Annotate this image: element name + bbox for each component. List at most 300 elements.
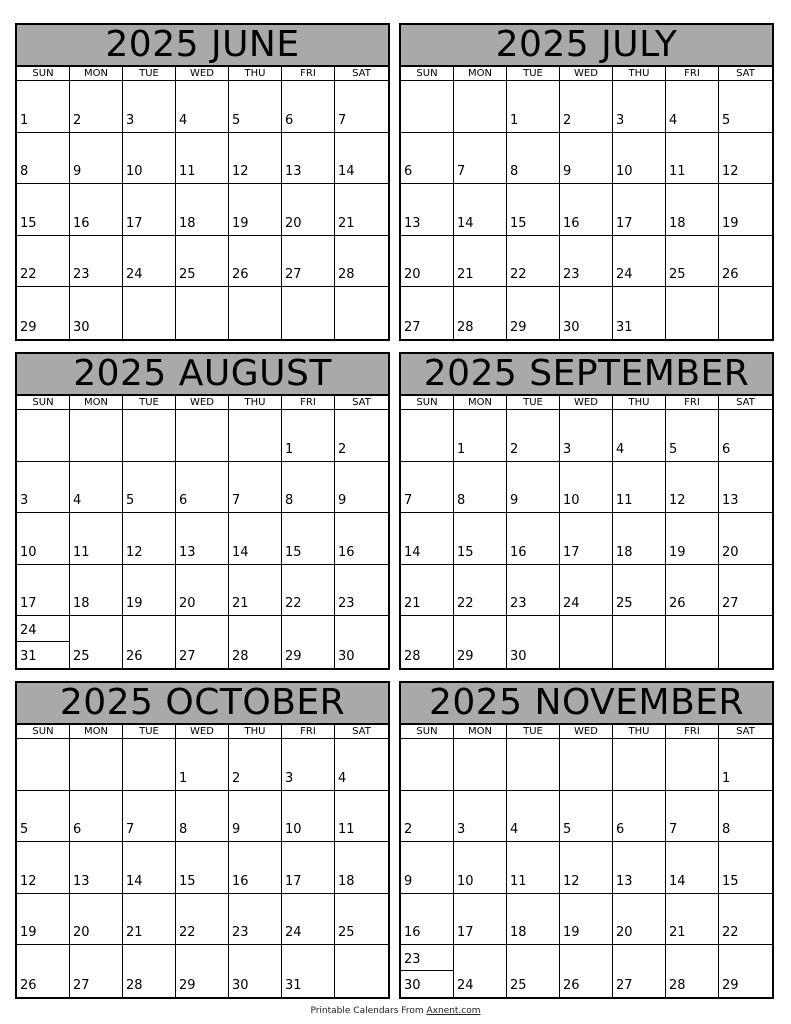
- day-number: 1: [179, 770, 188, 786]
- day-cell: [454, 791, 507, 843]
- day-number: 27: [616, 977, 633, 993]
- day-cell: [507, 81, 560, 133]
- day-cell: [666, 945, 719, 997]
- day-cell: [335, 894, 388, 946]
- day-number: 22: [457, 596, 474, 612]
- day-number: 29: [457, 648, 474, 664]
- day-number: 27: [404, 319, 421, 335]
- day-number: 31: [20, 648, 37, 664]
- day-number: 16: [563, 215, 580, 231]
- day-number: 23: [510, 596, 527, 612]
- weekday-label: MON: [70, 725, 123, 738]
- day-number: 2: [510, 441, 519, 457]
- day-cell: [123, 739, 176, 791]
- weekday-label: TUE: [123, 396, 176, 409]
- weekday-label: FRI: [282, 725, 335, 738]
- day-cell: [282, 236, 335, 288]
- day-cell: [123, 513, 176, 565]
- day-cell: [560, 565, 613, 617]
- day-cell: [123, 791, 176, 843]
- day-cell: [560, 842, 613, 894]
- day-number: 3: [616, 112, 625, 128]
- day-number: 15: [722, 873, 739, 889]
- day-cell: [282, 287, 335, 339]
- weekday-label: THU: [229, 67, 282, 80]
- day-number: 29: [20, 319, 37, 335]
- day-cell: [176, 462, 229, 514]
- day-cell: [17, 616, 70, 668]
- day-cell: [560, 184, 613, 236]
- day-cell: [17, 287, 70, 339]
- day-number: 14: [404, 544, 421, 560]
- day-cell: [123, 565, 176, 617]
- day-cell: [282, 894, 335, 946]
- day-cell: [229, 616, 282, 668]
- day-cell: [176, 410, 229, 462]
- day-number: 23: [73, 267, 90, 283]
- day-number: 15: [510, 215, 527, 231]
- day-number: 8: [179, 822, 188, 838]
- day-cell: [454, 565, 507, 617]
- day-cell: [666, 842, 719, 894]
- day-cell: [70, 184, 123, 236]
- day-number: 22: [510, 267, 527, 283]
- day-number: 12: [563, 873, 580, 889]
- month-title: 2025 SEPTEMBER: [401, 354, 772, 396]
- day-cell: [507, 236, 560, 288]
- day-number: 7: [457, 164, 466, 180]
- day-grid: [17, 81, 388, 339]
- day-number: 4: [338, 770, 347, 786]
- day-number: 23: [338, 596, 355, 612]
- day-cell: [666, 739, 719, 791]
- day-cell: [507, 184, 560, 236]
- day-cell: [560, 410, 613, 462]
- day-cell: [70, 945, 123, 997]
- day-grid: [401, 410, 772, 668]
- day-cell: [282, 133, 335, 185]
- day-number: 4: [616, 441, 625, 457]
- day-cell: [176, 894, 229, 946]
- day-cell: [176, 287, 229, 339]
- day-number: 30: [563, 319, 580, 335]
- day-cell: [123, 894, 176, 946]
- day-number: 13: [73, 873, 90, 889]
- day-cell: [176, 513, 229, 565]
- day-cell: [70, 410, 123, 462]
- day-cell: [123, 81, 176, 133]
- day-number: 5: [232, 112, 241, 128]
- month-calendar: [15, 23, 390, 341]
- day-number: 18: [179, 215, 196, 231]
- day-cell: [719, 81, 772, 133]
- day-number: 28: [404, 648, 421, 664]
- day-cell: [507, 842, 560, 894]
- day-cell: [229, 410, 282, 462]
- day-cell: [401, 133, 454, 185]
- day-cell: [401, 184, 454, 236]
- day-cell: [70, 133, 123, 185]
- day-number: 10: [563, 493, 580, 509]
- day-number: 11: [616, 493, 633, 509]
- day-number: 13: [616, 873, 633, 889]
- day-number: 19: [669, 544, 686, 560]
- day-cell: [70, 287, 123, 339]
- day-cell: [401, 236, 454, 288]
- day-cell: [335, 739, 388, 791]
- day-number: 29: [510, 319, 527, 335]
- day-number: 11: [669, 164, 686, 180]
- weekday-header: [401, 396, 772, 410]
- day-cell: [335, 842, 388, 894]
- day-number: 7: [126, 822, 135, 838]
- day-cell: [719, 184, 772, 236]
- day-cell: [335, 184, 388, 236]
- day-cell: [176, 842, 229, 894]
- day-number: 4: [73, 493, 82, 509]
- day-cell: [719, 739, 772, 791]
- day-cell: [560, 739, 613, 791]
- day-cell: [507, 894, 560, 946]
- day-number: 13: [722, 493, 739, 509]
- day-cell: [17, 462, 70, 514]
- weekday-label: SUN: [401, 67, 454, 80]
- day-number: 28: [669, 977, 686, 993]
- day-number: 29: [179, 977, 196, 993]
- day-cell: [229, 81, 282, 133]
- day-cell: [454, 184, 507, 236]
- weekday-label: FRI: [666, 725, 719, 738]
- day-cell: [335, 133, 388, 185]
- day-number: 12: [669, 493, 686, 509]
- day-number: 9: [73, 164, 82, 180]
- day-number: 16: [73, 215, 90, 231]
- day-cell: [123, 287, 176, 339]
- day-cell: [123, 184, 176, 236]
- day-number: 2: [338, 441, 347, 457]
- day-number: 18: [510, 925, 527, 941]
- day-number: 31: [285, 977, 302, 993]
- weekday-label: MON: [454, 725, 507, 738]
- day-number: 18: [669, 215, 686, 231]
- day-cell: [613, 739, 666, 791]
- day-cell: [17, 236, 70, 288]
- day-number: 23: [563, 267, 580, 283]
- day-cell: [613, 133, 666, 185]
- day-cell: [719, 410, 772, 462]
- footer: [0, 1006, 791, 1016]
- day-number: 6: [285, 112, 294, 128]
- day-cell: [335, 410, 388, 462]
- day-cell: [229, 236, 282, 288]
- weekday-header: [17, 725, 388, 739]
- day-cell: [70, 791, 123, 843]
- footer-link[interactable]: Axnent.com: [426, 1006, 481, 1016]
- day-cell: [454, 842, 507, 894]
- day-number: 8: [20, 164, 29, 180]
- day-number: 4: [179, 112, 188, 128]
- day-number: 25: [338, 925, 355, 941]
- day-number: 20: [285, 215, 302, 231]
- day-number: 28: [338, 267, 355, 283]
- day-cell: [454, 462, 507, 514]
- day-cell: [719, 791, 772, 843]
- day-cell: [123, 945, 176, 997]
- day-cell: [613, 616, 666, 668]
- day-cell: [560, 236, 613, 288]
- day-cell: [17, 791, 70, 843]
- day-cell: [70, 565, 123, 617]
- day-cell: [229, 739, 282, 791]
- day-cell: [560, 616, 613, 668]
- day-cell: [719, 616, 772, 668]
- day-cell: [719, 287, 772, 339]
- day-number: 2: [232, 770, 241, 786]
- day-cell: [123, 133, 176, 185]
- day-cell: [176, 133, 229, 185]
- day-cell: [70, 81, 123, 133]
- day-cell: [719, 945, 772, 997]
- day-number: 9: [338, 493, 347, 509]
- weekday-label: SAT: [736, 726, 755, 737]
- day-cell: [335, 616, 388, 668]
- day-number: 27: [179, 648, 196, 664]
- day-cell: [176, 236, 229, 288]
- day-number: 6: [73, 822, 82, 838]
- day-cell: [335, 945, 388, 997]
- day-cell: [401, 410, 454, 462]
- day-number: 6: [616, 822, 625, 838]
- day-number: 10: [457, 873, 474, 889]
- day-number: 22: [285, 596, 302, 612]
- day-cell: [507, 462, 560, 514]
- day-number: 10: [285, 822, 302, 838]
- weekday-label: WED: [560, 725, 613, 738]
- day-cell: [401, 894, 454, 946]
- day-number: 2: [73, 112, 82, 128]
- day-number: 7: [404, 493, 413, 509]
- weekday-label: WED: [176, 396, 229, 409]
- weekday-label: THU: [613, 396, 666, 409]
- day-cell: [454, 236, 507, 288]
- day-cell: [282, 184, 335, 236]
- day-cell: [666, 565, 719, 617]
- day-cell: [17, 513, 70, 565]
- day-cell: [229, 842, 282, 894]
- day-number: 20: [722, 544, 739, 560]
- day-number: 18: [73, 596, 90, 612]
- footer-text: Printable Calendars From: [310, 1006, 424, 1016]
- day-cell: [401, 513, 454, 565]
- day-cell: [229, 462, 282, 514]
- weekday-label: MON: [70, 67, 123, 80]
- weekday-label: TUE: [123, 67, 176, 80]
- day-cell: [507, 791, 560, 843]
- month-title: 2025 JULY: [401, 25, 772, 67]
- day-number: 17: [616, 215, 633, 231]
- weekday-label: TUE: [507, 725, 560, 738]
- day-cell: [560, 791, 613, 843]
- day-number: 5: [126, 493, 135, 509]
- day-number: 11: [179, 164, 196, 180]
- day-cell: [454, 739, 507, 791]
- day-cell: [176, 945, 229, 997]
- day-number: 14: [338, 164, 355, 180]
- day-cell: [401, 945, 454, 997]
- day-number: 3: [126, 112, 135, 128]
- day-number: 7: [338, 112, 347, 128]
- day-number: 10: [616, 164, 633, 180]
- day-number: 21: [126, 925, 143, 941]
- weekday-label: SUN: [401, 725, 454, 738]
- day-number: 10: [126, 164, 143, 180]
- day-cell: [666, 462, 719, 514]
- month-calendar: [15, 352, 390, 670]
- day-number: 11: [73, 544, 90, 560]
- day-number: 4: [669, 112, 678, 128]
- day-cell: [454, 410, 507, 462]
- month-title: 2025 OCTOBER: [17, 683, 388, 725]
- day-cell: [229, 945, 282, 997]
- weekday-label: FRI: [666, 67, 719, 80]
- weekday-label: WED: [560, 67, 613, 80]
- day-number: 30: [338, 648, 355, 664]
- day-cell: [335, 791, 388, 843]
- day-number: 20: [404, 267, 421, 283]
- day-cell: [719, 513, 772, 565]
- day-cell: [176, 791, 229, 843]
- day-number: 28: [126, 977, 143, 993]
- day-number: 25: [510, 977, 527, 993]
- day-cell: [454, 616, 507, 668]
- day-cell: [229, 133, 282, 185]
- day-number: 19: [126, 596, 143, 612]
- day-cell: [507, 287, 560, 339]
- day-cell: [613, 945, 666, 997]
- day-cell: [176, 565, 229, 617]
- month-calendar: [15, 681, 390, 999]
- day-cell: [229, 513, 282, 565]
- day-cell: [282, 81, 335, 133]
- day-number: 20: [73, 925, 90, 941]
- day-number: 9: [232, 822, 241, 838]
- day-cell: [719, 565, 772, 617]
- month-calendar: [399, 352, 774, 670]
- day-number: 9: [563, 164, 572, 180]
- weekday-header: [17, 396, 388, 410]
- day-cell: [401, 842, 454, 894]
- day-cell: [666, 894, 719, 946]
- day-cell: [70, 236, 123, 288]
- day-cell: [282, 739, 335, 791]
- day-number: 11: [338, 822, 355, 838]
- day-cell: [123, 462, 176, 514]
- day-number: 7: [669, 822, 678, 838]
- day-cell: [123, 616, 176, 668]
- day-number: 1: [510, 112, 519, 128]
- day-number: 13: [179, 544, 196, 560]
- day-cell: [282, 462, 335, 514]
- day-cell: [613, 287, 666, 339]
- day-grid: [17, 739, 388, 997]
- day-cell: [613, 894, 666, 946]
- weekday-header: [401, 725, 772, 739]
- day-number: 24: [563, 596, 580, 612]
- day-number: 26: [126, 648, 143, 664]
- day-number: 21: [457, 267, 474, 283]
- day-cell: [507, 739, 560, 791]
- day-cell: [507, 410, 560, 462]
- day-number: 27: [285, 267, 302, 283]
- day-cell: [17, 945, 70, 997]
- day-cell: [70, 616, 123, 668]
- day-cell: [401, 739, 454, 791]
- day-number: 20: [179, 596, 196, 612]
- day-number: 5: [20, 822, 29, 838]
- day-cell: [401, 81, 454, 133]
- day-cell: [282, 410, 335, 462]
- day-number: 15: [457, 544, 474, 560]
- day-cell: [507, 616, 560, 668]
- weekday-label: FRI: [282, 67, 335, 80]
- day-number: 15: [179, 873, 196, 889]
- day-number: 22: [722, 925, 739, 941]
- weekday-label: TUE: [507, 396, 560, 409]
- day-cell: [613, 513, 666, 565]
- day-cell: [666, 791, 719, 843]
- day-cell: [335, 81, 388, 133]
- day-grid: [401, 739, 772, 997]
- weekday-label: SUN: [17, 725, 70, 738]
- day-cell: [229, 287, 282, 339]
- day-cell: [401, 287, 454, 339]
- day-cell: [401, 565, 454, 617]
- day-number: 3: [285, 770, 294, 786]
- day-number: 20: [616, 925, 633, 941]
- day-number: 17: [457, 925, 474, 941]
- day-number: 25: [179, 267, 196, 283]
- day-cell: [666, 513, 719, 565]
- weekday-label: THU: [229, 396, 282, 409]
- day-number: 15: [20, 215, 37, 231]
- day-number: 18: [616, 544, 633, 560]
- day-number: 3: [563, 441, 572, 457]
- day-number: 26: [20, 977, 37, 993]
- day-number: 16: [404, 925, 421, 941]
- weekday-label: THU: [229, 725, 282, 738]
- day-cell: [176, 184, 229, 236]
- day-number: 14: [457, 215, 474, 231]
- day-cell: [560, 513, 613, 565]
- day-cell: [282, 565, 335, 617]
- day-number: 15: [285, 544, 302, 560]
- day-number: 16: [510, 544, 527, 560]
- day-cell: [17, 842, 70, 894]
- day-cell: [335, 565, 388, 617]
- day-cell: [719, 462, 772, 514]
- weekday-label: SUN: [17, 67, 70, 80]
- day-number: 30: [73, 319, 90, 335]
- weekday-label: WED: [176, 67, 229, 80]
- day-cell: [454, 81, 507, 133]
- day-cell: [613, 184, 666, 236]
- day-cell: [666, 236, 719, 288]
- day-cell: [454, 133, 507, 185]
- day-number: 21: [338, 215, 355, 231]
- day-number: 1: [722, 770, 731, 786]
- day-number: 26: [232, 267, 249, 283]
- day-number: 19: [722, 215, 739, 231]
